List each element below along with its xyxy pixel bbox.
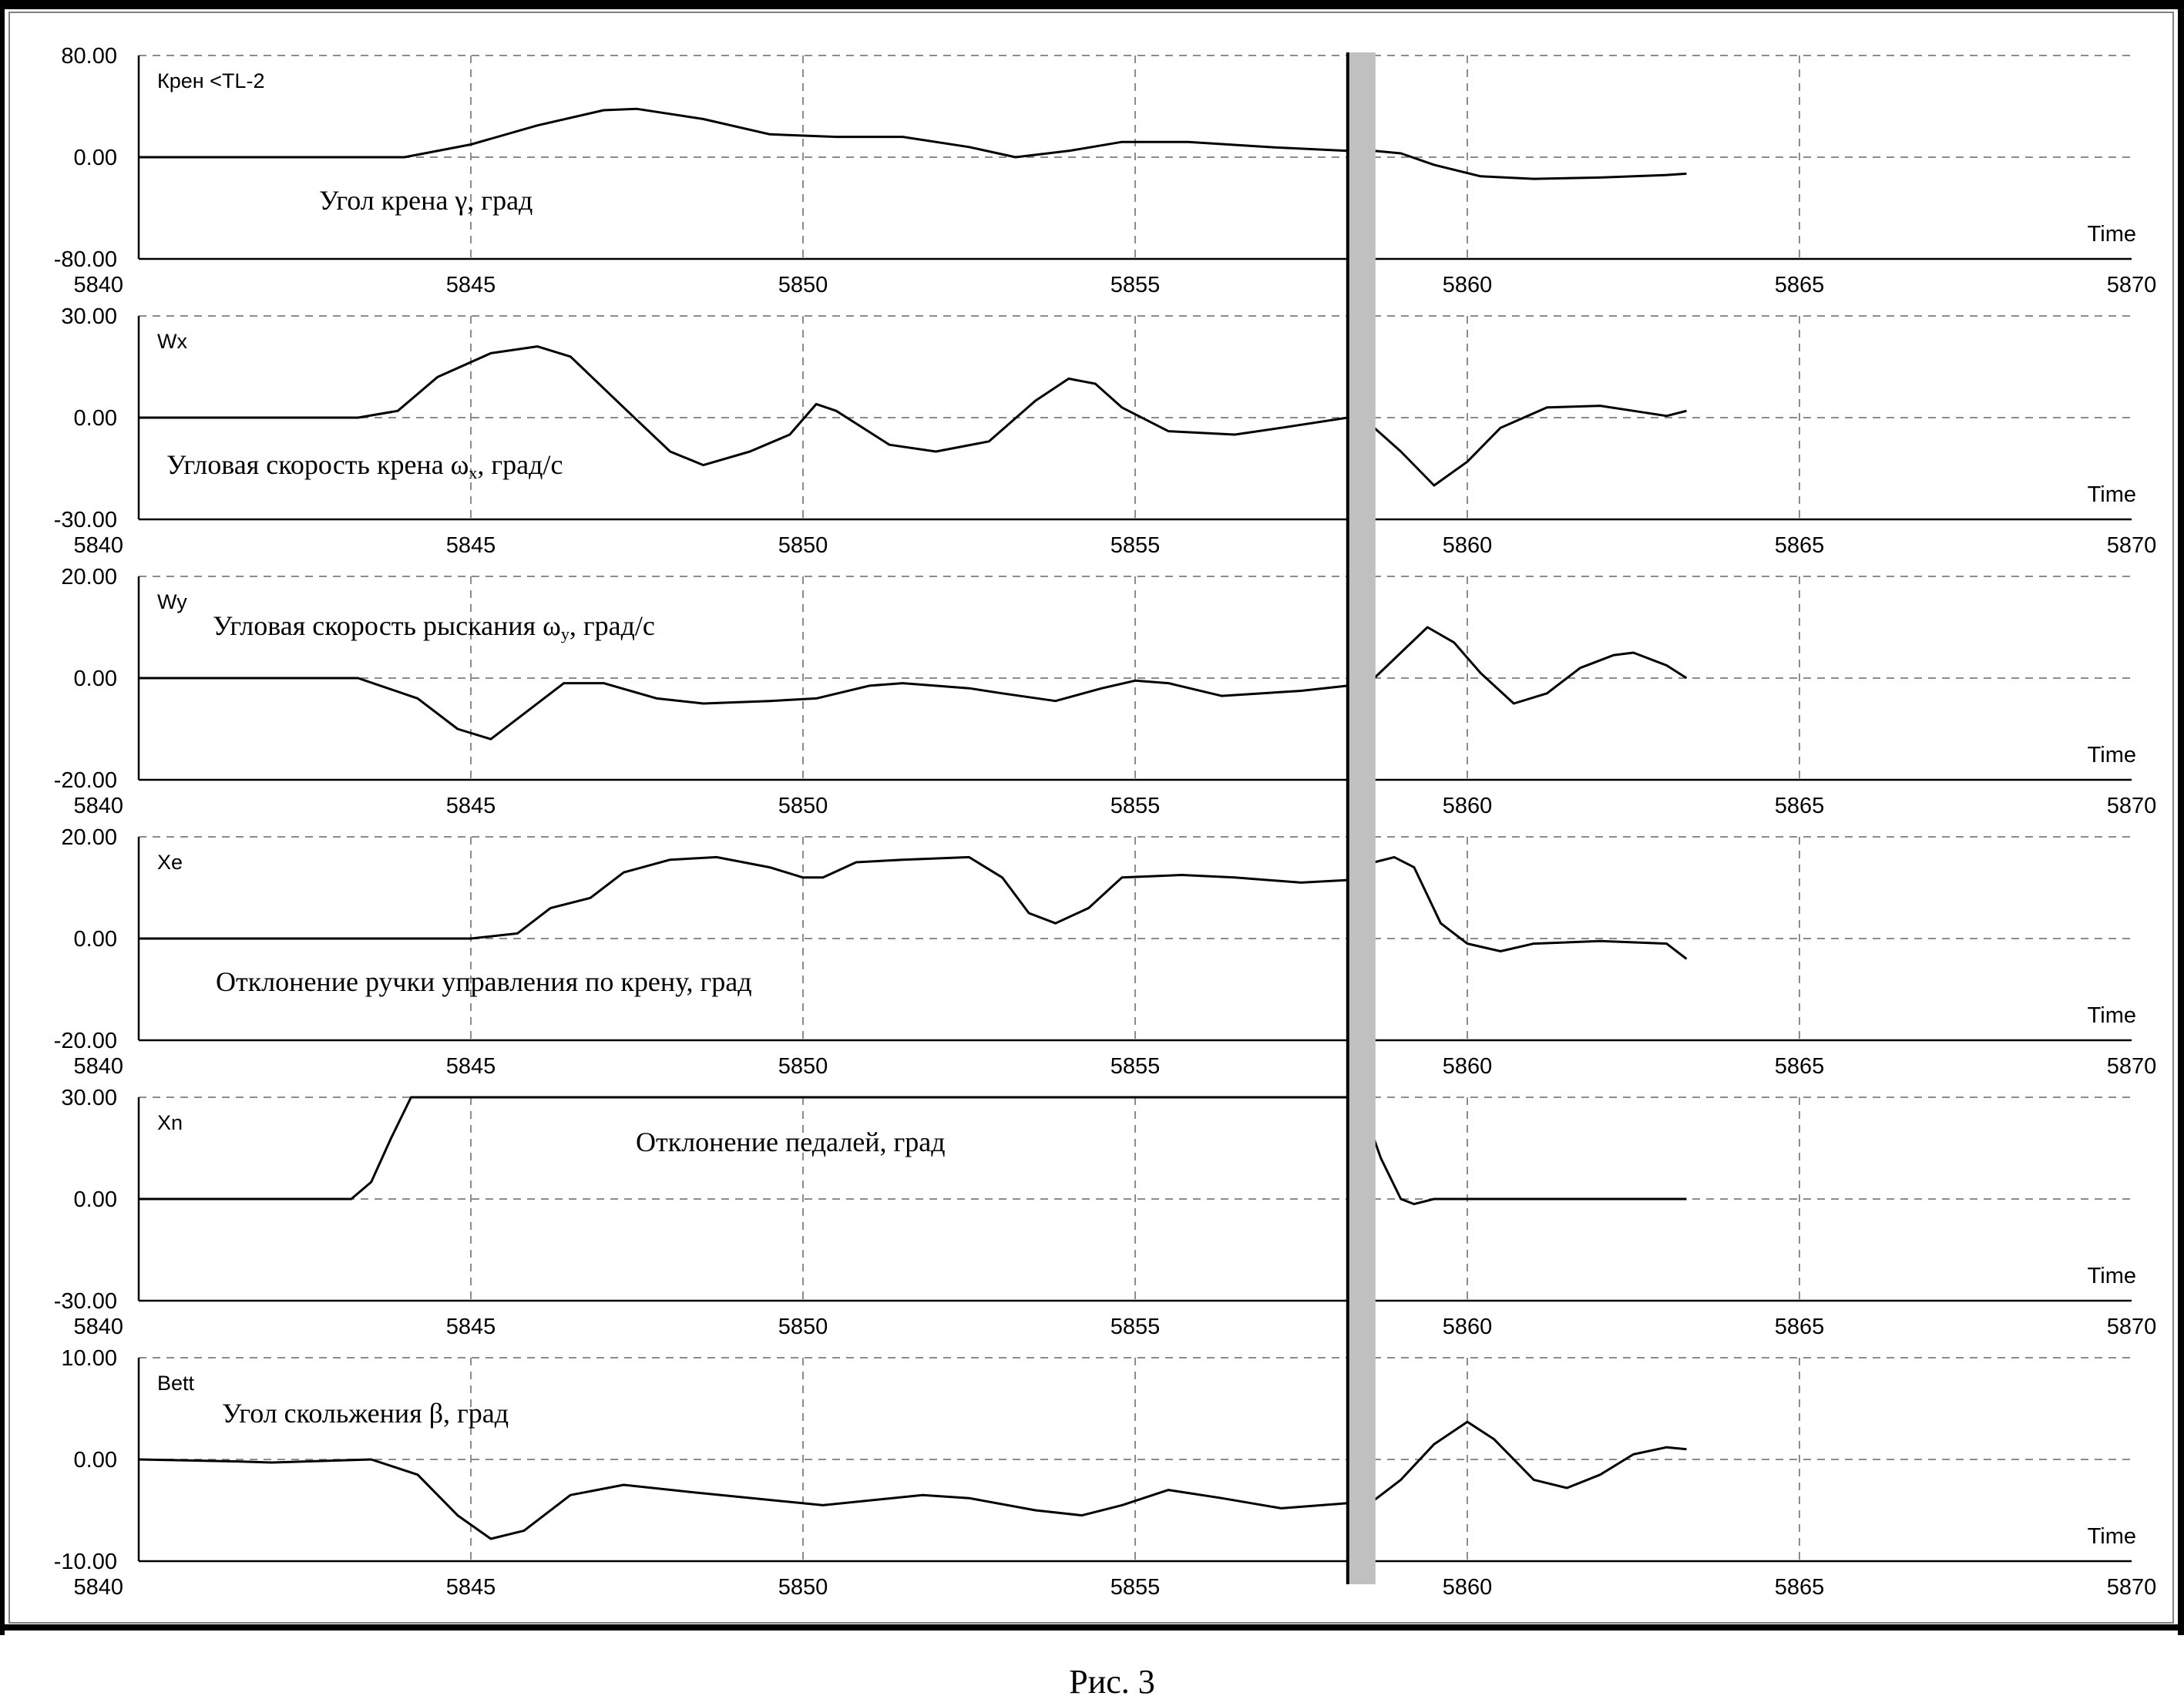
chart-panels	[54, 44, 2156, 1600]
chart-panel-1	[54, 44, 2156, 297]
x-tick-label: 5855	[1110, 533, 1161, 558]
x-tick-label: 5855	[1110, 1575, 1161, 1600]
y-tick-label: 10.00	[61, 1346, 117, 1371]
y-tick-label: 0.00	[73, 146, 117, 170]
x-tick-label: 5865	[1774, 1575, 1825, 1600]
panel-annotation: Угол крена γ, град	[319, 185, 533, 216]
x-tick-label: 5860	[1442, 273, 1493, 297]
series-line-segment	[1368, 1121, 1687, 1204]
series-name-label: Wx	[157, 330, 187, 353]
x-tick-label: 5855	[1110, 794, 1161, 818]
x-tick-label: 5860	[1442, 1315, 1493, 1339]
y-tick-label: 80.00	[61, 44, 117, 69]
y-tick-label: 20.00	[61, 825, 117, 850]
y-tick-label: -80.00	[53, 247, 117, 272]
x-tick-label: 5870	[2106, 794, 2157, 818]
window-right-border	[2178, 0, 2184, 1635]
panel-annotation: Отклонение ручки управления по крену, град	[216, 966, 752, 997]
x-tick-label: 5850	[778, 1054, 828, 1079]
y-tick-label: -10.00	[53, 1550, 117, 1574]
y-tick-label: 0.00	[73, 1448, 117, 1473]
x-tick-label: 5850	[778, 533, 828, 558]
series-name-label: Xn	[157, 1111, 183, 1134]
x-tick-label: 5865	[1774, 794, 1825, 818]
y-tick-label: -30.00	[53, 1289, 117, 1314]
x-tick-label: 5870	[2106, 273, 2157, 297]
series-line-segment	[139, 109, 1348, 157]
y-tick-label: 0.00	[73, 667, 117, 691]
x-tick-label: 5860	[1442, 1575, 1493, 1600]
x-axis-label: Time	[2087, 482, 2136, 507]
x-tick-label: 5855	[1110, 273, 1161, 297]
panel-annotation: Угол скольжения β, град	[222, 1398, 509, 1429]
series-name-label: Wy	[157, 590, 187, 613]
x-tick-label: 5870	[2106, 1054, 2157, 1079]
series-line-segment	[1374, 151, 1686, 179]
x-tick-label: 5870	[2106, 1315, 2157, 1339]
x-tick-label: 5840	[73, 1315, 123, 1339]
time-cursor-bar[interactable]	[1348, 52, 1376, 1584]
x-tick-label: 5870	[2106, 533, 2157, 558]
series-name-label: Крен <TL-2	[157, 69, 265, 92]
x-tick-label: 5870	[2106, 1575, 2157, 1600]
window-inner-edge	[9, 12, 2173, 1623]
y-tick-label: -20.00	[53, 768, 117, 793]
x-tick-label: 5850	[778, 273, 828, 297]
x-axis-label: Time	[2087, 743, 2136, 767]
series-line-segment	[139, 678, 1348, 739]
x-tick-label: 5845	[445, 1315, 496, 1339]
y-tick-label: 20.00	[61, 565, 117, 589]
y-tick-label: 30.00	[61, 1086, 117, 1110]
series-line-segment	[1374, 627, 1686, 704]
x-tick-label: 5845	[445, 1054, 496, 1079]
panel-annotation: Отклонение педалей, град	[636, 1127, 946, 1157]
x-axis-label: Time	[2087, 1264, 2136, 1288]
series-line-segment	[139, 347, 1348, 465]
x-axis-label: Time	[2087, 1524, 2136, 1549]
x-tick-label: 5850	[778, 794, 828, 818]
x-tick-label: 5865	[1774, 533, 1825, 558]
panel-annotation: Угловая скорость рыскания ωy, град/с	[213, 610, 655, 643]
x-tick-label: 5840	[73, 794, 123, 818]
x-tick-label: 5845	[445, 794, 496, 818]
x-tick-label: 5860	[1442, 794, 1493, 818]
y-tick-label: -20.00	[53, 1029, 117, 1053]
series-line-segment	[139, 857, 1348, 939]
chart-panel-4	[54, 825, 2156, 1079]
x-tick-label: 5845	[445, 273, 496, 297]
x-tick-label: 5845	[445, 1575, 496, 1600]
x-tick-label: 5850	[778, 1575, 828, 1600]
x-tick-label: 5840	[73, 273, 123, 297]
series-line-segment	[139, 1459, 1348, 1539]
chart-panel-3	[54, 565, 2156, 818]
x-tick-label: 5860	[1442, 533, 1493, 558]
x-axis-label: Time	[2087, 222, 2136, 247]
x-tick-label: 5865	[1774, 273, 1825, 297]
y-tick-label: 0.00	[73, 1187, 117, 1212]
x-tick-label: 5840	[73, 1054, 123, 1079]
window-top-border	[0, 0, 2184, 9]
x-tick-label: 5840	[73, 1575, 123, 1600]
x-tick-label: 5865	[1774, 1315, 1825, 1339]
figure-caption: Рис. 3	[1069, 1663, 1155, 1696]
x-axis-label: Time	[2087, 1003, 2136, 1028]
y-tick-label: -30.00	[53, 508, 117, 532]
window-bottom-border	[0, 1624, 2184, 1631]
series-line-segment	[1374, 1422, 1686, 1500]
chart-panel-2	[54, 304, 2156, 558]
x-tick-label: 5850	[778, 1315, 828, 1339]
x-tick-label: 5855	[1110, 1315, 1161, 1339]
chart-panel-6	[54, 1346, 2156, 1600]
panel-annotation: Угловая скорость крена ωx, град/с	[166, 449, 563, 482]
series-line-segment	[1374, 857, 1686, 959]
x-tick-label: 5855	[1110, 1054, 1161, 1079]
x-tick-label: 5865	[1774, 1054, 1825, 1079]
x-tick-label: 5845	[445, 533, 496, 558]
window-left-border	[0, 0, 5, 1635]
x-tick-label: 5840	[73, 533, 123, 558]
y-tick-label: 0.00	[73, 927, 117, 952]
y-tick-label: 0.00	[73, 406, 117, 431]
series-name-label: Bett	[157, 1372, 195, 1395]
series-name-label: Xe	[157, 851, 183, 874]
chart-panel-5	[54, 1086, 2156, 1339]
y-tick-label: 30.00	[61, 304, 117, 329]
x-tick-label: 5860	[1442, 1054, 1493, 1079]
